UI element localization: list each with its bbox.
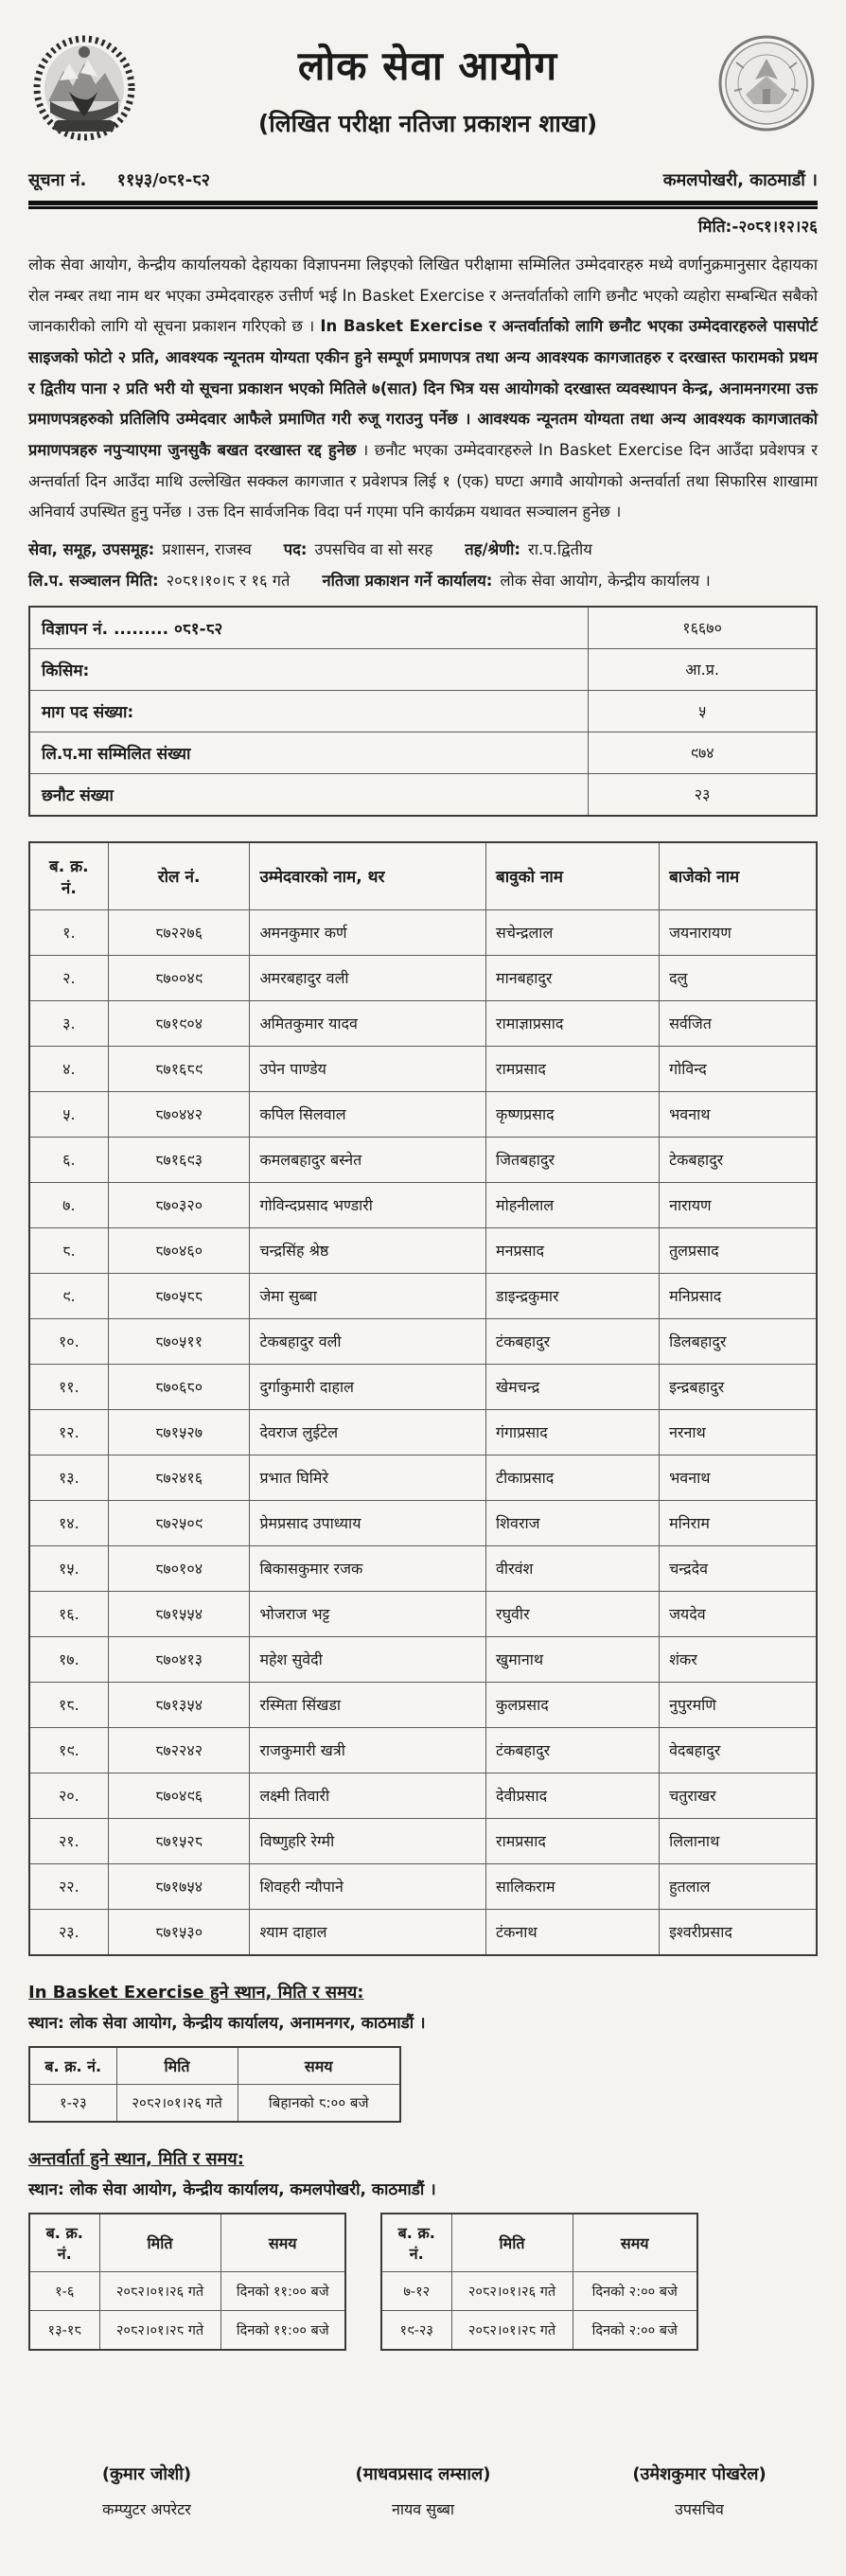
table-cell: सालिकराम — [486, 1863, 660, 1909]
table-cell: अमनकुमार कर्ण — [250, 909, 486, 955]
column-header: मिति — [451, 2214, 573, 2272]
table-cell: दिनको २:०० बजे — [573, 2310, 697, 2350]
table-cell: इन्द्रबहादुर — [660, 1364, 817, 1409]
table-cell: ८७१५३० — [108, 1909, 250, 1955]
notice-number-row — [28, 168, 818, 191]
table-cell: श्याम दाहाल — [250, 1909, 486, 1955]
table-cell: लिलानाथ — [660, 1818, 817, 1863]
table-cell: १-६ — [29, 2271, 99, 2310]
table-cell: ८. — [29, 1227, 108, 1273]
table-cell: उपेन पाण्डेय — [250, 1046, 486, 1091]
table-cell: गोविन्दप्रसाद भण्डारी — [250, 1182, 486, 1227]
meta-value: उपसचिव वा सो सरह — [314, 539, 433, 558]
table-row — [29, 1636, 817, 1682]
page-header — [28, 32, 818, 144]
table-cell: ८७१७५४ — [108, 1863, 250, 1909]
table-cell: ९. — [29, 1273, 108, 1318]
table-cell: देवीप्रसाद — [486, 1773, 660, 1818]
table-cell: १९-२३ — [381, 2310, 451, 2350]
table-cell: ८७०४१३ — [108, 1636, 250, 1682]
notice-number-label: सूचना नं. — [28, 170, 87, 190]
table-cell: जयदेव — [660, 1591, 817, 1636]
column-header: बाजेको नाम — [660, 842, 817, 910]
table-cell: हुतलाल — [660, 1863, 817, 1909]
table-row — [29, 607, 817, 649]
table-cell: गंगाप्रसाद — [486, 1409, 660, 1455]
table-cell: ३. — [29, 1000, 108, 1046]
psc-seal-graphic — [717, 34, 816, 132]
column-header: समय — [220, 2214, 345, 2272]
table-cell: टेकबहादुर वली — [250, 1318, 486, 1364]
signatory-name: (उमेशकुमार पोखरेल) — [632, 2463, 767, 2484]
paragraph-segment: In Basket Exercise र अन्तर्वार्ताको लागि छनौट भएका उम्मेदवारहरुले पासपोर्ट साइजको फोटो २ प्रति, आवश्यक न्यूनतम योग्यता एकीन हुने सम्पूर्ण प्रमाणपत्र तथा अन्य आवश्यक कागजातहरु र दरखास्त फारामको प्रथम र द्वितीय पाना २ प्रति भरी यो सूचना प्रकाशन भएको मितिले ७(सात) दिन भित्र यस आयोगको दरखास्त व्यवस्थापन केन्द्र, अनामनगरमा उक्त प्रमाणपत्रहरुको प्रतिलिपि उम्मेदवार आफैले प्रमाणित गरी रुजू गराउनु पर्नेछ । आवश्यक न्यूनतम योग्यता तथा अन्य आवश्यक कागजातको प्रमाणपत्रहरु नपुऱ्याएमा जुनसुकै बखत दरखास्त रद्द हुनेछ — [28, 317, 819, 459]
table-cell: रघुवीर — [486, 1591, 660, 1636]
meta-pair — [284, 538, 433, 559]
table-cell: २०८२।०१।२८ गते — [451, 2310, 573, 2350]
meta-pair — [28, 538, 252, 559]
table-cell: भवनाथ — [660, 1091, 817, 1137]
table-cell: ८७०४४२ — [108, 1091, 250, 1137]
signature — [609, 2462, 789, 2519]
table-cell: खेमचन्द्र — [486, 1364, 660, 1409]
table-cell: ८७०५८८ — [108, 1273, 250, 1318]
table-cell: ८७०१०४ — [108, 1545, 250, 1591]
table-cell: मनिराम — [660, 1500, 817, 1545]
table-row — [29, 1455, 817, 1500]
table-cell: जितबहादुर — [486, 1137, 660, 1182]
table-cell: टंकबहादुर — [486, 1318, 660, 1364]
table-cell: भवनाथ — [660, 1455, 817, 1500]
table-row — [29, 1909, 817, 1955]
table-cell: किसिम: — [29, 648, 589, 690]
interview-schedule-tables — [28, 2199, 818, 2351]
meta-label: पद: — [283, 539, 308, 558]
table-header-row — [29, 2047, 400, 2085]
signature — [333, 2462, 513, 2519]
table-cell: कमलबहादुर बस्नेत — [250, 1137, 486, 1182]
table-cell: १३. — [29, 1455, 108, 1500]
table-cell: ८७०४९६ — [108, 1773, 250, 1818]
meta-label: सेवा, समूह, उपसमूह: — [28, 539, 155, 558]
table-cell: २२. — [29, 1863, 108, 1909]
notice-paragraph — [28, 250, 818, 528]
table-row — [29, 1046, 817, 1091]
table-cell: डाइन्द्रकुमार — [486, 1273, 660, 1318]
interview-schedule-table-right — [380, 2213, 698, 2351]
table-cell: अमितकुमार यादव — [250, 1000, 486, 1046]
meta-label: नतिजा प्रकाशन गर्ने कार्यालय: — [322, 571, 493, 590]
interview-section-heading: अन्तर्वार्ता हुने स्थान, मिति र समय: — [28, 2148, 244, 2169]
table-cell: रामप्रसाद — [486, 1818, 660, 1863]
meta-label: तह/श्रेणी: — [465, 539, 520, 558]
selected-candidates-table — [28, 841, 818, 1956]
table-cell: डिलबहादुर — [660, 1318, 817, 1364]
table-cell: तुलप्रसाद — [660, 1227, 817, 1273]
table-row — [29, 690, 817, 732]
meta-pair — [465, 538, 592, 559]
table-cell: ५. — [29, 1091, 108, 1137]
table-row — [29, 909, 817, 955]
table-row — [29, 1364, 817, 1409]
table-cell: मानबहादुर — [486, 955, 660, 1000]
table-cell: ८७१५२८ — [108, 1818, 250, 1863]
table-cell: राजकुमारी खत्री — [250, 1727, 486, 1773]
column-header: ब. क्र. नं. — [29, 2047, 116, 2085]
table-row — [29, 1682, 817, 1727]
table-row — [29, 2310, 345, 2350]
table-row — [29, 773, 817, 816]
table-row — [29, 1591, 817, 1636]
table-row — [29, 1500, 817, 1545]
signatory-title: कम्प्युटर अपरेटर — [102, 2499, 191, 2518]
table-row — [29, 1227, 817, 1273]
table-cell: बिकासकुमार रजक — [250, 1545, 486, 1591]
table-cell: चतुराखर — [660, 1773, 817, 1818]
advertisement-summary-table — [28, 606, 818, 817]
table-header-row — [381, 2214, 697, 2272]
table-cell: १२. — [29, 1409, 108, 1455]
column-header: बावुको नाम — [486, 842, 660, 910]
table-cell: जेमा सुब्बा — [250, 1273, 486, 1318]
table-row — [29, 1818, 817, 1863]
table-cell: टेकबहादुर — [660, 1137, 817, 1182]
column-header: मिति — [99, 2214, 220, 2272]
column-header: समय — [238, 2047, 400, 2085]
table-row — [29, 1318, 817, 1364]
table-cell: कृष्णप्रसाद — [486, 1091, 660, 1137]
table-cell: २०८२।०१।२६ गते — [116, 2084, 238, 2122]
column-header: ब. क्र. नं. — [29, 2214, 99, 2272]
table-cell: सर्वजित — [660, 1000, 817, 1046]
signatory-name: (कुमार जोशी) — [101, 2463, 192, 2484]
table-row — [29, 955, 817, 1000]
meta-value: प्रशासन, राजस्व — [162, 539, 252, 558]
meta-value: २०८१।१०।८ र १६ गते — [166, 571, 291, 590]
table-cell: दिनको २:०० बजे — [573, 2271, 697, 2310]
column-header: मिति — [116, 2047, 238, 2085]
table-cell: रामाज्ञाप्रसाद — [486, 1000, 660, 1046]
table-cell: ८७२२४२ — [108, 1727, 250, 1773]
table-cell: टंकनाथ — [486, 1909, 660, 1955]
inbasket-section-heading: In Basket Exercise हुने स्थान, मिति र समय: — [28, 1982, 364, 2003]
table-cell: १६६७० — [589, 607, 817, 649]
table-cell: वीरवंश — [486, 1545, 660, 1591]
meta-pair — [28, 569, 290, 591]
table-cell: २०८२।०१।२६ गते — [99, 2271, 220, 2310]
table-cell: दलु — [660, 955, 817, 1000]
table-cell: २०८२।०१।२८ गते — [99, 2310, 220, 2350]
table-cell: आ.प्र. — [589, 648, 817, 690]
nepal-coat-of-arms-icon — [28, 32, 140, 144]
table-row — [29, 1773, 817, 1818]
notice-number-value: ११५३/०८१-८२ — [116, 170, 210, 190]
table-cell: रामप्रसाद — [486, 1046, 660, 1091]
table-cell: महेश सुवेदी — [250, 1636, 486, 1682]
psc-seal-icon — [715, 32, 818, 134]
table-row — [381, 2271, 697, 2310]
table-cell: लि.प.मा सम्मिलित संख्या — [29, 732, 589, 773]
table-cell: ८७१६८९ — [108, 1046, 250, 1091]
table-cell: वेदबहादुर — [660, 1727, 817, 1773]
table-cell: नारायण — [660, 1182, 817, 1227]
signatory-name: (माधवप्रसाद लम्साल) — [355, 2463, 491, 2484]
interview-schedule-table-left — [28, 2213, 346, 2351]
paragraph-segment: । छनौट भएका उम्मेदवारहरुले In Basket Exercise दिन आउँदा प्रवेशपत्र र अन्तर्वार्ता दिन आउँदा माथि उल्लेखित सक्कल कागजात र प्रवेशपत्र लिई १ (एक) घण्टा अगावै आयोगको अन्तर्वार्ता तथा सिफारिस शाखामा अनिवार्य उपस्थित हुनु पर्नेछ । उक्त दिन सार्वजनिक विदा पर्न गएमा पनि कार्यक्रम यथावत सञ्चालन हुनेछ । — [28, 440, 818, 521]
table-cell: २३ — [589, 773, 817, 816]
table-cell: १०. — [29, 1318, 108, 1364]
table-row — [29, 732, 817, 773]
meta-label: लि.प. सञ्चालन मिति: — [28, 571, 159, 590]
table-cell: ४. — [29, 1046, 108, 1091]
table-cell: टंकबहादुर — [486, 1727, 660, 1773]
table-cell: ८७१९०४ — [108, 1000, 250, 1046]
meta-line-service — [28, 538, 818, 559]
table-cell: १७. — [29, 1636, 108, 1682]
table-cell: ८७१५२७ — [108, 1409, 250, 1455]
table-cell: १८. — [29, 1682, 108, 1727]
inbasket-schedule-table — [28, 2046, 401, 2123]
table-cell: १४. — [29, 1500, 108, 1545]
table-cell: ८७०५११ — [108, 1318, 250, 1364]
table-cell: ५ — [589, 690, 817, 732]
table-cell: २. — [29, 955, 108, 1000]
meta-line-exam — [28, 569, 818, 591]
table-cell: दुर्गाकुमारी दाहाल — [250, 1364, 486, 1409]
table-cell: माग पद संख्या: — [29, 690, 589, 732]
table-header-row — [29, 2214, 345, 2272]
table-cell: टीकाप्रसाद — [486, 1455, 660, 1500]
table-cell: दिनको ११:०० बजे — [220, 2310, 345, 2350]
publication-date: मिति:-२०८१।१२।२६ — [697, 218, 818, 237]
table-row — [29, 1273, 817, 1318]
table-row — [29, 1137, 817, 1182]
table-cell: मोहनीलाल — [486, 1182, 660, 1227]
office-address: कमलपोखरी, काठमाडौं । — [662, 170, 818, 190]
table-cell: विज्ञापन नं. ......... ०८१-८२ — [29, 607, 589, 649]
table-cell: ७. — [29, 1182, 108, 1227]
table-cell: ८७१६९३ — [108, 1137, 250, 1182]
table-cell: विष्णुहरि रेग्मी — [250, 1818, 486, 1863]
meta-value: लोक सेवा आयोग, केन्द्रीय कार्यालय । — [500, 571, 711, 590]
table-cell: १-२३ — [29, 2084, 116, 2122]
table-cell: ११. — [29, 1364, 108, 1409]
table-row — [29, 2084, 400, 2122]
table-cell: प्रेमप्रसाद उपाध्याय — [250, 1500, 486, 1545]
table-cell: शिवहरी न्यौपाने — [250, 1863, 486, 1909]
table-cell: कुलप्रसाद — [486, 1682, 660, 1727]
table-row — [29, 1000, 817, 1046]
table-cell: ८७१३५४ — [108, 1682, 250, 1727]
interview-location: स्थान: लोक सेवा आयोग, केन्द्रीय कार्यालय, कमलपोखरी, काठमाडौं । — [28, 2179, 436, 2199]
table-row — [29, 1863, 817, 1909]
table-cell: शंकर — [660, 1636, 817, 1682]
table-cell: भोजराज भट्ट — [250, 1591, 486, 1636]
table-cell: १९. — [29, 1727, 108, 1773]
table-cell: प्रभात घिमिरे — [250, 1455, 486, 1500]
table-row — [29, 1727, 817, 1773]
branch-name: (लिखित परीक्षा नतिजा प्रकाशन शाखा) — [257, 110, 598, 137]
table-cell: चन्द्रदेव — [660, 1545, 817, 1591]
table-cell: मनिप्रसाद — [660, 1273, 817, 1318]
table-cell: नुपुरमणि — [660, 1682, 817, 1727]
table-cell: ८७०३२० — [108, 1182, 250, 1227]
table-row — [29, 1091, 817, 1137]
table-cell: मनप्रसाद — [486, 1227, 660, 1273]
signatory-title: नायव सुब्बा — [391, 2499, 454, 2518]
table-row — [29, 1182, 817, 1227]
table-row — [29, 1545, 817, 1591]
table-cell: चन्द्रसिंह श्रेष्ठ — [250, 1227, 486, 1273]
table-cell: सचेन्द्रलाल — [486, 909, 660, 955]
table-cell: खुमानाथ — [486, 1636, 660, 1682]
table-cell: नरनाथ — [660, 1409, 817, 1455]
table-cell: २०८२।०१।२६ गते — [451, 2271, 573, 2310]
signatory-title: उपसचिव — [675, 2499, 724, 2518]
table-header-row — [29, 842, 817, 910]
inbasket-location: स्थान: लोक सेवा आयोग, केन्द्रीय कार्यालय, अनामनगर, काठमाडौं । — [28, 2013, 426, 2033]
header-divider-rule — [28, 201, 818, 209]
paragraph-segment: लोक सेवा आयोग, केन्द्रीय कार्यालयको देहायका विज्ञापनमा लिइएको लिखित परीक्षामा सम्मिलित उम्मेदवारहरु मध्ये वर्णानुक्रमानुसार देहायका रोल नम्बर तथा नाम थर भएका उम्मेदवारहरु उत्तीर्ण भई In Basket Exercise र अन्तर्वार्ताको लागि छनौट भएको व्यहोरा सम्बन्धित सबैको जानकारीको लागि यो सूचना प्रकाशन गरिएको छ । — [28, 256, 818, 336]
table-row — [29, 2271, 345, 2310]
table-row — [29, 1409, 817, 1455]
notice-number-group — [28, 168, 235, 191]
table-cell: छनौट संख्या — [29, 773, 589, 816]
table-cell: इश्वरीप्रसाद — [660, 1909, 817, 1955]
table-row — [29, 648, 817, 690]
signature-block — [28, 2462, 818, 2519]
column-header: रोल नं. — [108, 842, 250, 910]
column-header: ब. क्र. नं. — [381, 2214, 451, 2272]
table-cell: १३-१८ — [29, 2310, 99, 2350]
table-cell: ८७०६८० — [108, 1364, 250, 1409]
table-cell: ६. — [29, 1137, 108, 1182]
nepal-emblem-graphic — [31, 35, 137, 141]
organization-name: लोक सेवा आयोग — [297, 43, 558, 89]
meta-pair — [322, 569, 710, 591]
signature — [57, 2462, 237, 2519]
table-cell: कपिल सिलवाल — [250, 1091, 486, 1137]
table-cell: ८७२२७६ — [108, 909, 250, 955]
table-cell: ८७२४१६ — [108, 1455, 250, 1500]
table-cell: रस्मिता सिंखडा — [250, 1682, 486, 1727]
table-cell: ८७२५०९ — [108, 1500, 250, 1545]
meta-value: रा.प.द्वितीय — [527, 539, 592, 558]
table-cell: लक्ष्मी तिवारी — [250, 1773, 486, 1818]
table-cell: २०. — [29, 1773, 108, 1818]
header-titles — [140, 32, 715, 139]
table-cell: देवराज लुईटेल — [250, 1409, 486, 1455]
table-cell: ९७४ — [589, 732, 817, 773]
table-cell: २१. — [29, 1818, 108, 1863]
table-cell: ८७०४६० — [108, 1227, 250, 1273]
table-cell: ७-१२ — [381, 2271, 451, 2310]
table-cell: ८७००४९ — [108, 955, 250, 1000]
table-cell: १६. — [29, 1591, 108, 1636]
table-cell: २३. — [29, 1909, 108, 1955]
table-cell: अमरबहादुर वली — [250, 955, 486, 1000]
table-row — [381, 2310, 697, 2350]
table-cell: दिनको ११:०० बजे — [220, 2271, 345, 2310]
column-header: उम्मेदवारको नाम, थर — [250, 842, 486, 910]
table-cell: बिहानको ८:०० बजे — [238, 2084, 400, 2122]
table-cell: १५. — [29, 1545, 108, 1591]
table-cell: शिवराज — [486, 1500, 660, 1545]
table-cell: गोविन्द — [660, 1046, 817, 1091]
table-cell: जयनारायण — [660, 909, 817, 955]
column-header: ब. क्र. नं. — [29, 842, 108, 910]
column-header: समय — [573, 2214, 697, 2272]
table-cell: १. — [29, 909, 108, 955]
table-cell: ८७१५५४ — [108, 1591, 250, 1636]
